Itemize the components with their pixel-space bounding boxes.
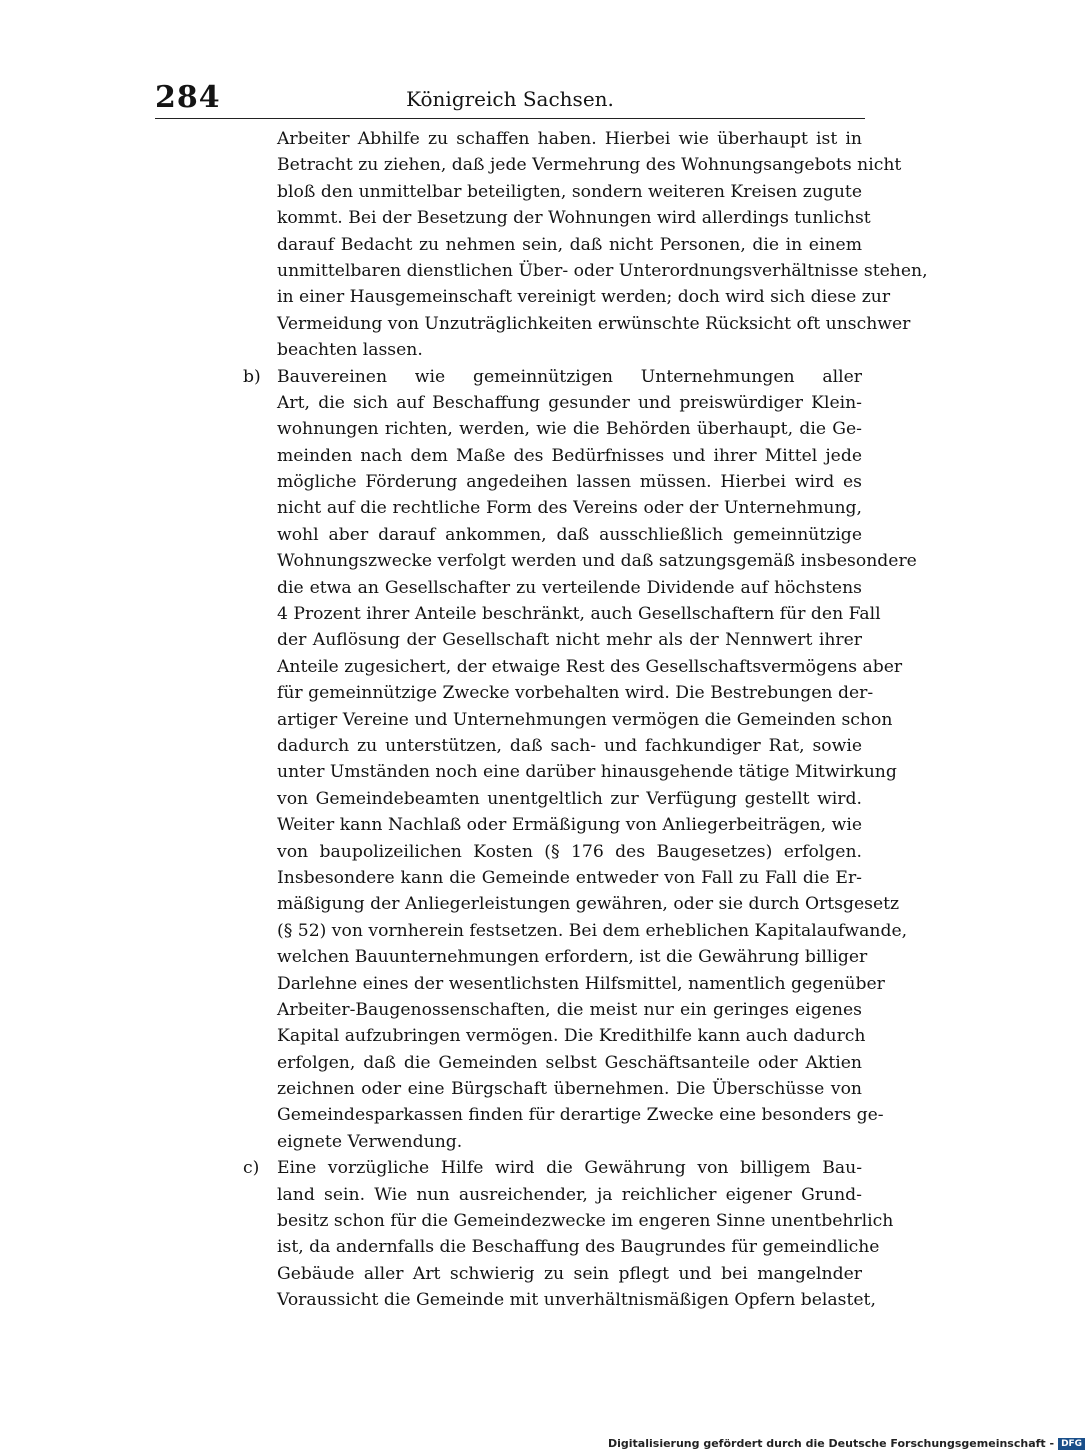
list-marker: c) xyxy=(243,1158,260,1179)
text-line: (§ 52) von vornherein festsetzen. Bei dem erheblichen Kapitalaufwande, xyxy=(277,920,908,941)
text-line: Anteile zugesichert, der etwaige Rest des Gesellschaftsvermögens aber xyxy=(277,656,903,677)
text-line: von baupolizeilichen Kosten (§ 176 des Baugesetzes) erfolgen. xyxy=(277,841,862,862)
paragraph xyxy=(0,364,1000,1156)
text-line: Betracht zu ziehen, daß jede Vermehrung des Wohnungsangebots nicht xyxy=(277,155,902,176)
text-line: zeichnen oder eine Bürgschaft übernehmen. Die Überschüsse von xyxy=(277,1079,862,1100)
text-line: ist, da andernfalls die Beschaffung des Baugrundes für gemeindliche xyxy=(277,1237,880,1258)
text-line: Bauvereinen wie gemeinnützigen Unternehmungen aller xyxy=(277,366,862,387)
page-header xyxy=(155,80,865,114)
text-line: land sein. Wie nun ausreichender, ja reichlicher eigener Grund- xyxy=(277,1184,862,1205)
text-line: für gemeinnützige Zwecke vorbehalten wird. Die Bestrebungen der- xyxy=(277,683,874,704)
text-line: erfolgen, daß die Gemeinden selbst Geschäftsanteile oder Aktien xyxy=(277,1052,862,1073)
text-line: die etwa an Gesellschafter zu verteilende Dividende auf höchstens xyxy=(277,577,862,598)
paragraph xyxy=(0,1155,1000,1313)
text-line: unter Umständen noch eine darüber hinausgehende tätige Mitwirkung xyxy=(277,762,897,783)
running-title: Königreich Sachsen. xyxy=(406,87,614,111)
text-line: artiger Vereine und Unternehmungen vermögen die Gemeinden schon xyxy=(277,709,893,730)
text-line: kommt. Bei der Besetzung der Wohnungen wird allerdings tunlichst xyxy=(277,208,871,229)
text-line: wohl aber darauf ankommen, daß ausschließlich gemeinnützige xyxy=(277,524,862,545)
text-line: welchen Bauunternehmungen erfordern, ist die Gewährung billiger xyxy=(277,947,868,968)
header-rule xyxy=(155,118,865,119)
text-line: mäßigung der Anliegerleistungen gewähren, oder sie durch Ortsgesetz xyxy=(277,894,900,915)
list-marker: b) xyxy=(243,366,261,387)
text-line: meinden nach dem Maße des Bedürfnisses und ihrer Mittel jede xyxy=(277,445,862,466)
text-line: Arbeiter Abhilfe zu schaffen haben. Hierbei wie überhaupt ist in xyxy=(277,129,862,149)
text-line: wohnungen richten, werden, wie die Behörden überhaupt, die Ge- xyxy=(277,419,862,440)
body-text xyxy=(0,126,1000,1314)
digitization-footer xyxy=(608,1437,1085,1451)
text-line: Gemeindesparkassen finden für derartige Zwecke eine besonders ge- xyxy=(277,1105,884,1126)
text-line: Vermeidung von Unzuträglichkeiten erwünschte Rücksicht oft unschwer xyxy=(277,313,911,334)
text-line: Art, die sich auf Beschaffung gesunder und preiswürdiger Klein- xyxy=(277,392,862,413)
text-line: Eine vorzügliche Hilfe wird die Gewährung von billigem Bau- xyxy=(277,1158,862,1179)
text-line: beachten lassen. xyxy=(277,340,423,361)
text-line: mögliche Förderung angedeihen lassen müssen. Hierbei wird es xyxy=(277,472,862,493)
dfg-logo: DFG xyxy=(1058,1438,1085,1450)
text-line: von Gemeindebeamten unentgeltlich zur Verfügung gestellt wird. xyxy=(277,788,862,809)
text-line: Gebäude aller Art schwierig zu sein pflegt und bei mangelnder xyxy=(277,1263,862,1284)
text-line: Insbesondere kann die Gemeinde entweder von Fall zu Fall die Er- xyxy=(277,867,862,888)
text-line: darauf Bedacht zu nehmen sein, daß nicht Personen, die in einem xyxy=(277,234,862,255)
text-line: dadurch zu unterstützen, daß sach- und fachkundiger Rat, sowie xyxy=(277,735,862,756)
text-line: eignete Verwendung. xyxy=(277,1131,463,1152)
text-line: bloß den unmittelbar beteiligten, sondern weiteren Kreisen zugute xyxy=(277,181,862,202)
text-line: Arbeiter-Baugenossenschaften, die meist nur ein geringes eigenes xyxy=(277,999,862,1020)
footer-text: Digitalisierung gefördert durch die Deutsche Forschungsgemeinschaft - xyxy=(608,1437,1055,1450)
text-line: Kapital aufzubringen vermögen. Die Kredithilfe kann auch dadurch xyxy=(277,1026,866,1047)
page-number: 284 xyxy=(155,80,221,115)
paragraph xyxy=(0,126,1000,364)
text-line: in einer Hausgemeinschaft vereinigt werden; doch wird sich diese zur xyxy=(277,287,891,308)
text-line: Darlehne eines der wesentlichsten Hilfsmittel, namentlich gegenüber xyxy=(277,973,885,994)
text-line: 4 Prozent ihrer Anteile beschränkt, auch Gesellschaftern für den Fall xyxy=(277,604,881,625)
text-line: der Auflösung der Gesellschaft nicht mehr als der Nennwert ihrer xyxy=(277,630,862,651)
text-line: Wohnungszwecke verfolgt werden und daß satzungsgemäß insbesondere xyxy=(277,551,917,572)
text-line: Weiter kann Nachlaß oder Ermäßigung von Anliegerbeiträgen, wie xyxy=(277,815,862,836)
text-line: unmittelbaren dienstlichen Über- oder Unterordnungsverhältnisse stehen, xyxy=(277,260,928,281)
text-line: besitz schon für die Gemeindezwecke im engeren Sinne unentbehrlich xyxy=(277,1211,894,1232)
text-line: nicht auf die rechtliche Form des Vereins oder der Unternehmung, xyxy=(277,498,862,519)
text-line: Voraussicht die Gemeinde mit unverhältnismäßigen Opfern belastet, xyxy=(277,1290,876,1311)
